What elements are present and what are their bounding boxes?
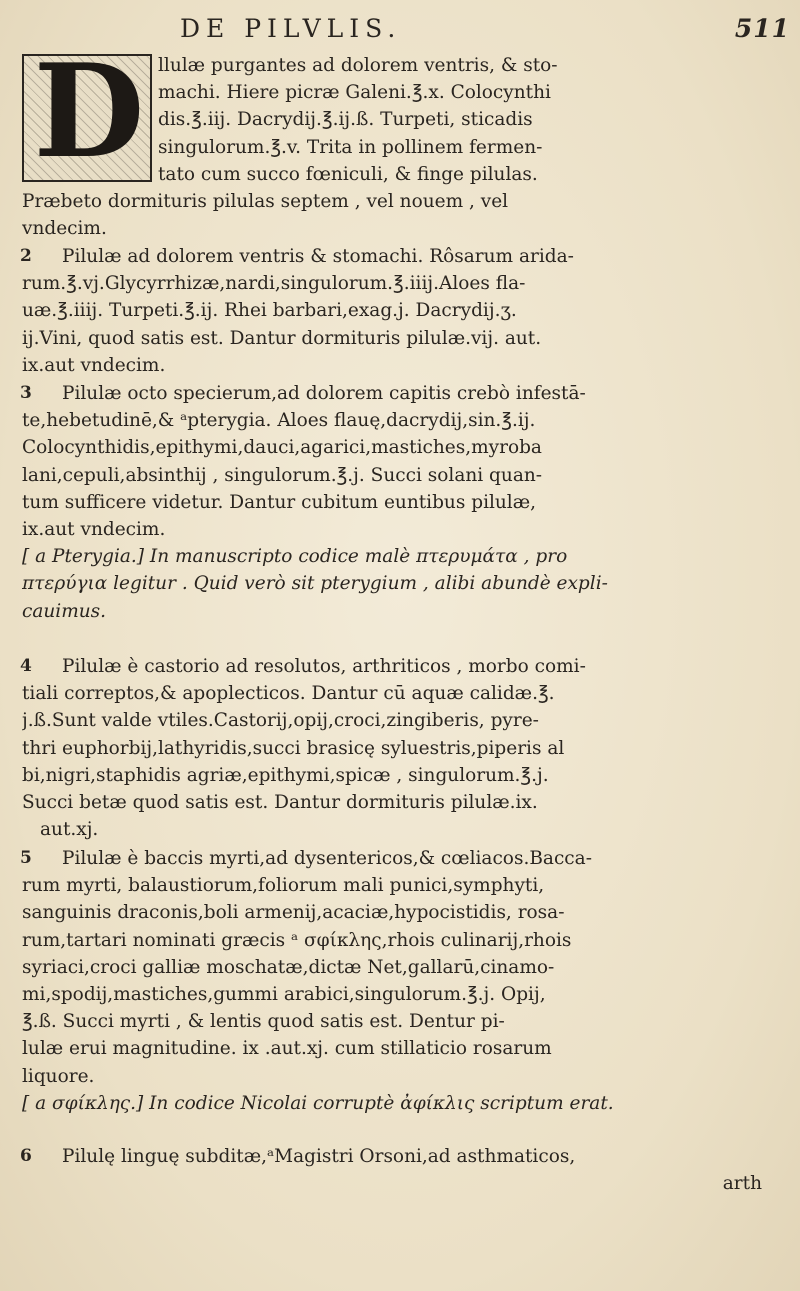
annotation-line: πτερύγια legitur . Quid verò sit pterygium , alibi abundè expli-	[22, 573, 608, 595]
text-line: llulæ purgantes ad dolorem ventris, & sto-	[158, 55, 558, 76]
annotation-line: cauimus.	[22, 600, 107, 622]
recipe-6	[22, 1143, 782, 1197]
text-line: te,hebetudinē,& ᵃpterygia. Aloes flauę,dacrydij,sin.℥.ij.	[22, 410, 536, 432]
recipe-2	[22, 243, 782, 379]
annotation-line: [ a Pterygia.] In manuscripto codice malè πτερυμάτα , pro	[22, 546, 568, 568]
text-line: dis.℥.iij. Dacrydij.℥.ij.ß. Turpeti, sticadis	[158, 109, 533, 131]
text-line: Succi betæ quod satis est. Dantur dormituris pilulæ.ix.	[22, 792, 538, 814]
text-line: Præbeto dormituris pilulas septem , vel nouem , vel	[22, 191, 509, 213]
recipe-4	[22, 653, 782, 843]
recipe-5	[22, 845, 782, 1117]
text-line: ix.aut vndecim.	[22, 519, 166, 541]
text-line: Pilulę linguę subditæ,ᵃMagistri Orsoni,ad asthmaticos,	[62, 1146, 576, 1167]
text-line: uæ.℥.iiij. Turpeti.℥.ij. Rhei barbari,exag.j. Dacrydij.ʒ.	[22, 300, 517, 322]
text-line: tato cum succo fœniculi, & finge pilulas.	[158, 163, 538, 185]
text-line: rum.℥.vj.Glycyrrhizæ,nardi,singulorum.℥.iiij.Aloes fla-	[22, 273, 526, 295]
item-number: 6	[20, 1146, 32, 1166]
page-number: 511	[734, 14, 790, 43]
text-line: rum myrti, balaustiorum,foliorum mali punici,symphyti,	[22, 875, 545, 897]
text-line: bi,nigri,staphidis agriæ,epithymi,spicæ , singulorum.℥.j.	[22, 764, 549, 786]
catchword: arth	[722, 1173, 762, 1195]
text-line: lulæ erui magnitudine. ix .aut.xj. cum stillaticio rosarum	[22, 1038, 552, 1060]
item-number: 2	[20, 246, 32, 266]
text-line: ℥.ß. Succi myrti , & lentis quod satis est. Dentur pi-	[22, 1011, 505, 1033]
text-line: vndecim.	[22, 218, 107, 240]
item-number: 4	[20, 656, 32, 676]
text-line: Pilulæ è castorio ad resolutos, arthriticos , morbo comi-	[62, 656, 586, 677]
running-title: DE PILVLIS.	[180, 14, 402, 43]
text-line: aut.xj.	[40, 819, 99, 841]
item-number: 5	[20, 848, 32, 868]
text-line: machi. Hiere picræ Galeni.℥.x. Colocynthi	[158, 82, 551, 104]
text-line: liquore.	[22, 1065, 95, 1087]
text-line: Pilulæ ad dolorem ventris & stomachi. Rôsarum arida-	[62, 246, 574, 267]
item-number: 3	[20, 383, 32, 403]
text-line: tiali correptos,& apoplecticos. Dantur cū aquæ calidæ.℥.	[22, 683, 555, 705]
text-line: lani,cepuli,absinthij , singulorum.℥.j. Succi solani quan-	[22, 464, 543, 486]
text-line: tum sufficere videtur. Dantur cubitum euntibus pilulæ,	[22, 491, 536, 513]
recipe-3	[22, 380, 782, 625]
text-line: rum,tartari nominati græcis ᵃ σφίκλης,rhois culinarij,rhois	[22, 929, 572, 951]
text-line: sanguinis draconis,boli armenij,acaciæ,hypocistidis, rosa-	[22, 902, 565, 924]
text-line: syriaci,croci galliæ moschatæ,dictæ Net,gallarū,cinamo-	[22, 956, 555, 978]
annotation-line: [ a σφίκλης.] In codice Nicolai corruptè ἀφίκλις scriptum erat.	[22, 1092, 614, 1114]
text-line: thri euphorbij,lathyridis,succi brasicę syluestris,piperis al	[22, 737, 565, 759]
text-line: ix.aut vndecim.	[22, 354, 166, 376]
text-line: j.ß.Sunt valde vtiles.Castorij,opij,croci,zingiberis, pyre-	[22, 710, 539, 732]
text-line: Pilulæ octo specierum,ad dolorem capitis crebò infestā-	[62, 383, 586, 404]
text-line: ij.Vini, quod satis est. Dantur dormituris pilulæ.vij. aut.	[22, 327, 542, 349]
text-line: mi,spodij,mastiches,gummi arabici,singulorum.℥.j. Opij,	[22, 984, 546, 1006]
text-line: Colocynthidis,epithymi,dauci,agarici,mastiches,myroba	[22, 437, 542, 459]
intro-paragraph	[22, 52, 782, 242]
initial-letter: D	[33, 37, 145, 187]
text-line: Pilulæ è baccis myrti,ad dysentericos,& cœliacos.Bacca-	[62, 848, 592, 869]
text-line: singulorum.℥.v. Trita in pollinem fermen-	[158, 136, 543, 158]
